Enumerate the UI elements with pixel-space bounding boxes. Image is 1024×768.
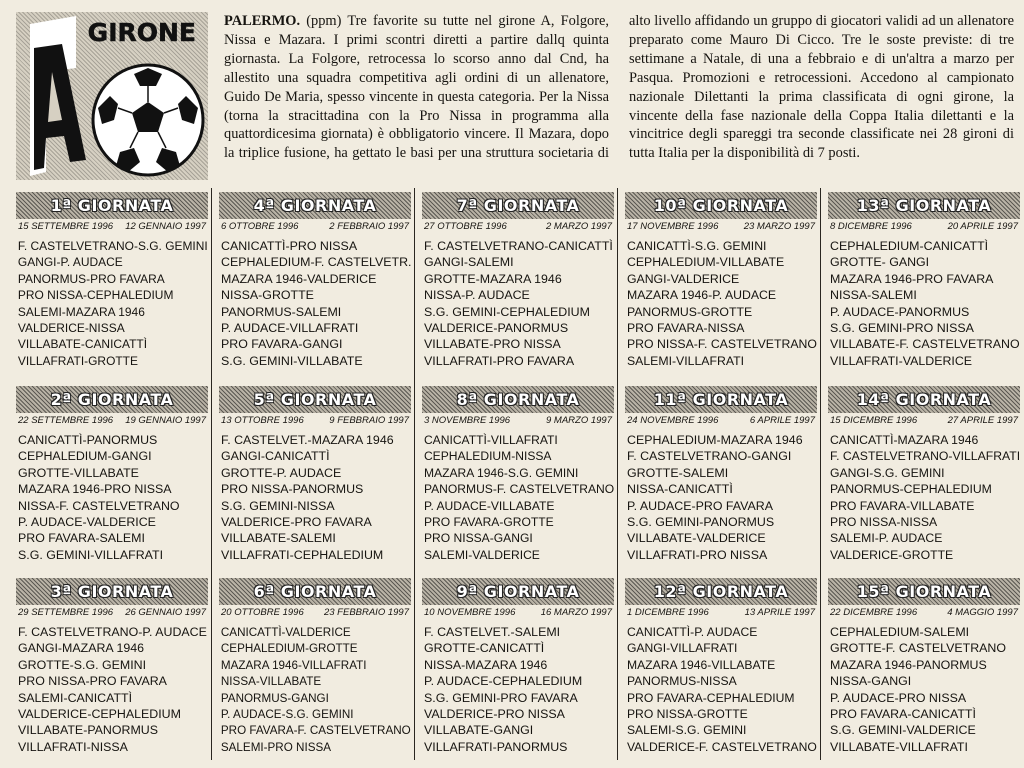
round-title: 6ª GIORNATA (253, 582, 377, 601)
match-item: P. AUDACE-VILLABATE (423, 498, 555, 513)
round-title: 15ª GIORNATA (856, 582, 992, 601)
round-dates (625, 415, 817, 426)
match-item: PRO FAVARA-VILLABATE (829, 498, 975, 513)
date-andata: 27 OTTOBRE 1996 (424, 221, 507, 232)
round-title: 7ª GIORNATA (456, 196, 580, 215)
round-header (219, 386, 411, 413)
girone-a-logo (16, 12, 208, 180)
round-header (219, 192, 411, 219)
round-title: 13ª GIORNATA (856, 196, 992, 215)
match-list (828, 238, 1020, 369)
match-item: CANICATTÌ-VALDERICE (220, 625, 351, 639)
match-item: SALEMI-VALDERICE (423, 547, 540, 562)
round-header (828, 192, 1020, 219)
match-item: VALDERICE-PANORMUS (424, 321, 569, 336)
match-item: VILLABATE-VALDERICE (627, 531, 766, 546)
match-item: CEPHALEDIUM-NISSA (423, 449, 552, 464)
round-dates (219, 221, 411, 232)
round-header (625, 386, 817, 413)
match-item: P. AUDACE-PRO NISSA (830, 690, 967, 705)
match-item: PRO FAVARA-GROTTE (423, 515, 554, 530)
match-item: CEPHALEDIUM-GROTTE (220, 641, 358, 656)
match-item: NISSA-SALEMI (830, 288, 917, 303)
date-ritorno: 26 GENNAIO 1997 (125, 607, 206, 618)
match-item: MAZARA 1946-VILLABATE (626, 657, 776, 672)
match-item: GANGI-MAZARA 1946 (18, 641, 145, 656)
match-item: PANORMUS-SALEMI (221, 304, 342, 319)
column-divider (211, 188, 212, 760)
round-header (16, 578, 208, 605)
date-ritorno: 9 FEBBRAIO 1997 (329, 415, 409, 426)
column-divider (820, 188, 821, 760)
match-list (828, 624, 1020, 755)
date-andata: 17 NOVEMBRE 1996 (627, 221, 719, 232)
round-header (219, 578, 411, 605)
match-item: VILLAFRATI-GROTTE (17, 353, 138, 368)
round-card (422, 192, 614, 369)
round-dates (828, 415, 1020, 426)
date-ritorno: 27 APRILE 1997 (947, 415, 1018, 426)
match-item: F. CASTELVET.-MAZARA 1946 (221, 433, 394, 447)
round-dates (828, 221, 1020, 232)
round-card (219, 192, 411, 369)
logo-word: GIRONE (87, 18, 196, 47)
match-item: GANGI-SALEMI (424, 255, 514, 270)
match-item: PRO NISSA-NISSA (829, 515, 938, 530)
date-ritorno: 2 FEBBRAIO 1997 (329, 221, 409, 232)
match-item: VILLAFRATI-VALDERICE (830, 353, 973, 368)
date-andata: 24 NOVEMBRE 1996 (627, 415, 719, 426)
match-item: SALEMI-P. AUDACE (829, 531, 943, 546)
round-card (625, 386, 817, 563)
match-item: CEPHALEDIUM-VILLABATE (626, 255, 785, 270)
match-item: P. AUDACE-S.G. GEMINI (220, 707, 354, 722)
round-header (422, 192, 614, 219)
match-list (16, 432, 208, 563)
round-dates (16, 221, 208, 232)
match-item: PANORMUS-NISSA (626, 674, 737, 689)
match-item: S.G. GEMINI-VALDERICE (830, 723, 976, 738)
match-item: PRO NISSA-F. CASTELVETRANO (626, 337, 817, 352)
round-title: 1ª GIORNATA (50, 196, 174, 215)
match-item: MAZARA 1946-VALDERICE (221, 271, 377, 286)
match-item: VALDERICE-CEPHALEDIUM (18, 707, 181, 722)
match-item: VALDERICE-NISSA (17, 321, 125, 336)
match-item: NISSA-VILLABATE (220, 674, 322, 689)
match-item: VALDERICE-PRO NISSA (424, 707, 565, 722)
match-item: S.G. GEMINI-VILLABATE (221, 353, 363, 368)
round-dates (625, 221, 817, 232)
match-list (422, 432, 615, 563)
round-dates (422, 415, 614, 426)
round-header (422, 578, 614, 605)
date-ritorno: 19 GENNAIO 1997 (125, 415, 206, 426)
match-item: CEPHALEDIUM-F. CASTELVETR. (221, 255, 412, 270)
match-item: PANORMUS-CEPHALEDIUM (829, 482, 992, 497)
round-card (16, 192, 208, 369)
match-list (422, 238, 614, 369)
round-header (422, 386, 614, 413)
date-ritorno: 16 MARZO 1997 (540, 607, 612, 618)
match-item: P. AUDACE-CEPHALEDIUM (424, 674, 583, 689)
match-list (16, 238, 208, 369)
round-card (828, 386, 1020, 563)
round-card (219, 578, 411, 755)
round-title: 14ª GIORNATA (856, 390, 992, 409)
match-item: GANGI-VILLAFRATI (626, 641, 738, 656)
round-card (16, 578, 208, 755)
match-item: PRO FAVARA-CEPHALEDIUM (626, 690, 795, 705)
date-ritorno: 2 MARZO 1997 (546, 221, 612, 232)
round-card (219, 386, 411, 563)
match-item: NISSA-P. AUDACE (424, 288, 530, 303)
match-item: CEPHALEDIUM-MAZARA 1946 (627, 433, 803, 447)
round-header (828, 386, 1020, 413)
match-item: VILLAFRATI-CEPHALEDIUM (221, 547, 384, 562)
round-card (422, 578, 614, 755)
match-item: SALEMI-S.G. GEMINI (626, 723, 747, 738)
match-item: VILLAFRATI-PANORMUS (424, 739, 568, 754)
round-title: 3ª GIORNATA (50, 582, 174, 601)
match-item: GROTTE-SALEMI (627, 465, 729, 480)
match-item: GROTTE-P. AUDACE (221, 465, 342, 480)
match-item: CANICATTÌ-VILLAFRATI (423, 433, 558, 447)
round-dates (219, 415, 411, 426)
round-card (625, 578, 817, 755)
match-item: SALEMI-MAZARA 1946 (17, 304, 145, 319)
round-title: 11ª GIORNATA (653, 390, 789, 409)
match-item: GROTTE-F. CASTELVETRANO (830, 641, 1007, 656)
match-item: S.G. GEMINI-VILLAFRATI (18, 547, 164, 562)
round-header (16, 386, 208, 413)
article-body: (ppm) Tre favorite su tutte nel girone A, Folgore, Nissa e Mazara. I primi scontri diretti a partire dallq quinta giornasta. La Folgore, retrocessa lo scorso anno dal Cnd, ha allestito una squadra competitiva agli ordini di un allenatore, Guido De Maria, spesso vincente in questa categoria. Per la Nissa (torna la stracittadina con la Pro Nissa in programma alla quattordicesima giornata) è obbligatorio vincere. Il Mazara, dopo la triplice fusione, ha gettato le basi per una struttura societaria di alto livello affidando un gruppo di giocatori validi ad un allenatore preparato come Mauro Di Cicco. Tre le soste previste: di tre settimane a Natale, di una a febbraio e di un'altra a marzo per Pasqua. Promozioni e retrocessioni. Accedono al campionato nazionale Dilettanti la prima classificata di ogni girone, la vincente della fase nazionale della Coppa Italia dilettanti e la vincitrice degli spareggi tra seconde classificate nei 28 gironi di tutta Italia per la disponibilità di 7 posti. (224, 13, 1014, 162)
match-item: S.G. GEMINI-CEPHALEDIUM (424, 304, 590, 319)
match-item: VILLABATE-VILLAFRATI (830, 739, 968, 754)
match-item: PANORMUS-PRO FAVARA (17, 271, 165, 286)
column-divider (414, 188, 415, 760)
match-item: MAZARA 1946-S.G. GEMINI (423, 465, 579, 480)
match-item: NISSA-F. CASTELVETRANO (18, 498, 180, 513)
match-item: NISSA-GROTTE (221, 288, 314, 303)
match-item: S.G. GEMINI-PRO NISSA (830, 321, 974, 336)
round-dates (16, 415, 208, 426)
date-ritorno: 20 APRILE 1997 (947, 221, 1018, 232)
intro-article (224, 12, 1014, 180)
match-item: SALEMI-CANICATTÌ (18, 690, 133, 705)
match-item: PANORMUS-F. CASTELVETRANO (423, 482, 615, 497)
match-list (16, 624, 208, 755)
round-title: 9ª GIORNATA (456, 582, 580, 601)
date-andata: 1 DICEMBRE 1996 (627, 607, 709, 618)
match-item: MAZARA 1946-PANORMUS (830, 657, 987, 672)
match-item: GROTTE- GANGI (830, 255, 930, 270)
match-list (625, 432, 817, 563)
match-item: P. AUDACE-PANORMUS (830, 304, 970, 319)
match-item: PRO FAVARA-SALEMI (18, 531, 145, 546)
match-item: S.G. GEMINI-NISSA (221, 498, 335, 513)
match-item: PRO NISSA-PANORMUS (221, 482, 364, 497)
match-item: CANICATTÌ-S.G. GEMINI (626, 239, 767, 253)
date-andata: 29 SETTEMBRE 1996 (18, 607, 114, 618)
match-item: P. AUDACE-PRO FAVARA (627, 498, 773, 513)
match-item: PRO NISSA-GROTTE (626, 707, 748, 722)
match-item: SALEMI-PRO NISSA (220, 739, 332, 754)
round-dates (625, 607, 817, 618)
match-item: VALDERICE-GROTTE (829, 547, 954, 562)
match-item: CEPHALEDIUM-CANICATTÌ (830, 239, 989, 253)
match-item: PANORMUS-GROTTE (626, 304, 753, 319)
round-dates (828, 607, 1020, 618)
match-item: PRO FAVARA-NISSA (626, 321, 745, 336)
round-dates (16, 607, 208, 618)
round-title: 8ª GIORNATA (456, 390, 580, 409)
match-item: GANGI-S.G. GEMINI (829, 465, 945, 480)
date-andata: 6 OTTOBRE 1996 (221, 221, 299, 232)
match-item: GROTTE-VILLABATE (18, 465, 139, 480)
match-item: NISSA-CANICATTÌ (627, 482, 733, 497)
match-item: GANGI-VALDERICE (626, 271, 740, 286)
match-item: CEPHALEDIUM-SALEMI (830, 625, 970, 639)
match-list (422, 624, 614, 755)
match-item: PRO NISSA-PRO FAVARA (18, 674, 167, 689)
match-item: GANGI-P. AUDACE (17, 255, 123, 270)
round-header (16, 192, 208, 219)
match-item: F. CASTELVETRANO-VILLAFRATI (829, 449, 1021, 464)
match-item: VILLABATE-CANICATTÌ (17, 337, 148, 352)
match-item: SALEMI-VILLAFRATI (626, 353, 745, 368)
date-andata: 13 OTTOBRE 1996 (221, 415, 304, 426)
round-title: 4ª GIORNATA (253, 196, 377, 215)
round-dates (422, 221, 614, 232)
date-ritorno: 4 MAGGIO 1997 (947, 607, 1018, 618)
match-item: MAZARA 1946-PRO FAVARA (830, 271, 994, 286)
match-item: MAZARA 1946-VILLAFRATI (220, 657, 367, 672)
date-ritorno: 12 GENNAIO 1997 (125, 221, 206, 232)
match-item: VILLABATE-PRO NISSA (424, 337, 561, 352)
match-item: F. CASTELVETRANO-P. AUDACE (18, 625, 207, 639)
round-dates (219, 607, 411, 618)
match-item: P. AUDACE-VALDERICE (18, 515, 156, 530)
match-list (828, 432, 1021, 563)
round-card (625, 192, 817, 369)
article-paragraph (224, 12, 1014, 180)
match-item: GANGI-CANICATTÌ (221, 449, 330, 464)
round-dates (422, 607, 614, 618)
match-item: VILLAFRATI-NISSA (18, 739, 128, 754)
match-list (625, 624, 817, 755)
match-item: CANICATTÌ-MAZARA 1946 (829, 433, 979, 447)
date-ritorno: 23 MARZO 1997 (743, 221, 815, 232)
match-list (219, 238, 411, 369)
round-header (625, 192, 817, 219)
date-ritorno: 23 FEBBRAIO 1997 (323, 607, 409, 618)
match-item: GROTTE-MAZARA 1946 (424, 271, 562, 286)
match-item: CANICATTÌ-PRO NISSA (221, 239, 358, 253)
date-andata: 8 DICEMBRE 1996 (830, 221, 912, 232)
match-item: VALDERICE-F. CASTELVETRANO (626, 739, 817, 754)
match-list (219, 624, 411, 755)
match-item: VILLAFRATI-PRO NISSA (627, 547, 768, 562)
match-item: VILLABATE-SALEMI (221, 531, 336, 546)
round-title: 10ª GIORNATA (653, 196, 789, 215)
match-item: PRO FAVARA-GANGI (221, 337, 343, 352)
match-item: NISSA-GANGI (830, 674, 912, 689)
match-item: F. CASTELVET.-SALEMI (424, 625, 561, 639)
match-item: NISSA-MAZARA 1946 (424, 657, 548, 672)
round-title: 5ª GIORNATA (253, 390, 377, 409)
round-card (828, 578, 1020, 755)
round-card (828, 192, 1020, 369)
match-item: PRO NISSA-GANGI (423, 531, 533, 546)
match-item: CANICATTÌ-PANORMUS (18, 433, 158, 447)
match-item: CEPHALEDIUM-GANGI (18, 449, 152, 464)
match-item: F. CASTELVETRANO-CANICATTÌ (424, 239, 613, 253)
match-item: VILLABATE-PANORMUS (18, 723, 158, 738)
match-item: VILLAFRATI-PRO FAVARA (424, 353, 575, 368)
date-ritorno: 6 APRILE 1997 (749, 415, 815, 426)
match-item: S.G. GEMINI-PANORMUS (627, 515, 775, 530)
match-list (625, 238, 815, 369)
round-title: 2ª GIORNATA (50, 390, 174, 409)
article-dateline: PALERMO. (224, 13, 301, 29)
match-item: MAZARA 1946-P. AUDACE (626, 288, 777, 303)
match-item: S.G. GEMINI-PRO FAVARA (424, 690, 578, 705)
match-item: PRO NISSA-CEPHALEDIUM (17, 288, 174, 303)
round-header (625, 578, 817, 605)
round-header (828, 578, 1020, 605)
match-item: GROTTE-S.G. GEMINI (18, 657, 147, 672)
match-item: PRO FAVARA-F. CASTELVETRANO (220, 723, 411, 738)
match-item: VILLABATE-F. CASTELVETRANO (830, 337, 1020, 352)
match-item: PANORMUS-GANGI (220, 690, 329, 705)
match-item: P. AUDACE-VILLAFRATI (221, 321, 359, 336)
date-andata: 3 NOVEMBRE 1996 (424, 415, 511, 426)
date-ritorno: 9 MARZO 1997 (546, 415, 612, 426)
column-divider (617, 188, 618, 760)
match-item: CANICATTÌ-P. AUDACE (626, 625, 758, 639)
round-title: 12ª GIORNATA (653, 582, 789, 601)
match-item: F. CASTELVETRANO-S.G. GEMINI (17, 239, 208, 253)
date-andata: 15 SETTEMBRE 1996 (18, 221, 114, 232)
date-andata: 15 DICEMBRE 1996 (830, 415, 918, 426)
date-ritorno: 13 APRILE 1997 (744, 607, 815, 618)
round-card (16, 386, 208, 563)
match-item: GROTTE-CANICATTÌ (424, 641, 545, 656)
date-andata: 22 SETTEMBRE 1996 (18, 415, 114, 426)
match-item: VALDERICE-PRO FAVARA (221, 515, 372, 530)
date-andata: 10 NOVEMBRE 1996 (424, 607, 516, 618)
match-item: F. CASTELVETRANO-GANGI (627, 449, 792, 464)
match-item: VILLABATE-GANGI (424, 723, 534, 738)
match-item: PRO FAVARA-CANICATTÌ (830, 707, 976, 722)
date-andata: 20 OTTOBRE 1996 (221, 607, 304, 618)
match-item: MAZARA 1946-PRO NISSA (18, 482, 172, 497)
round-card (422, 386, 614, 563)
date-andata: 22 DICEMBRE 1996 (830, 607, 918, 618)
match-list (219, 432, 411, 563)
